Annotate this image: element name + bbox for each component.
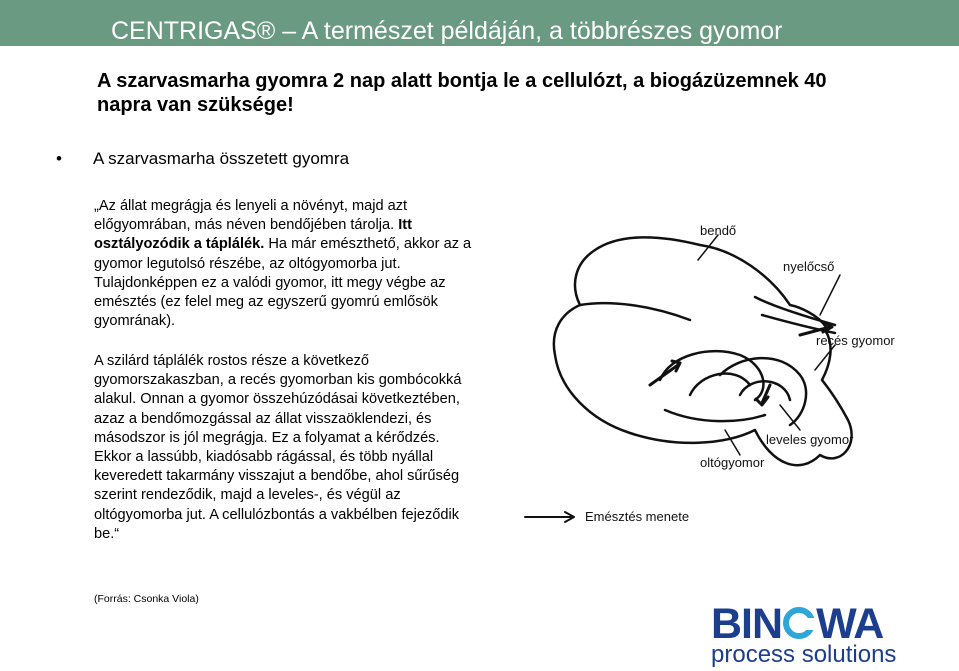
paragraph-1-bold: Itt osztályozódik a táplálék.: [94, 217, 413, 253]
headline: A szarvasmarha gyomra 2 nap alatt bontja le a cellulózt, a biogázüzemnek 40 napra van szüksége!: [97, 70, 827, 116]
label-oltogyomor: oltógyomor: [700, 455, 765, 470]
label-nyelocso: nyelőcső: [783, 259, 835, 274]
source-note: (Forrás: Csonka Viola): [94, 593, 199, 605]
label-leveles-gyomor: leveles gyomor: [766, 432, 854, 447]
logo-text-left: BIN: [711, 600, 783, 648]
bullet-icon: •: [56, 149, 62, 168]
logo-tagline: process solutions: [711, 641, 897, 668]
stomach-diagram: [500, 205, 920, 545]
label-emesztes-menete: Emésztés menete: [585, 509, 690, 524]
title-bar: [0, 0, 959, 46]
logo-o-icon: [783, 607, 815, 639]
paragraph-1: [94, 197, 474, 331]
paragraph-1-part1: „Az állat megrágja és lenyeli a növényt, majd azt előgyomrában, más néven bendőjében tárolja.: [94, 198, 408, 234]
label-bendo: bendő: [700, 223, 737, 238]
bullet-text: A szarvasmarha összetett gyomra: [93, 149, 350, 168]
slide-title: CENTRIGAS® – A természet példáján, a többrészes gyomor: [111, 17, 783, 45]
stomach-drawing: [500, 205, 920, 545]
binowa-logo: [711, 601, 941, 669]
label-reces-gyomor: recés gyomor: [816, 333, 895, 348]
paragraph-1-part2: Ha már emészthető, akkor az a gyomor legutolsó részébe, az oltógyomorba jut. Tulajdonképpen ez a valódi gyomor, itt megy végbe az emésztés (ez felel meg az egyszerű gyomrú emlősök gyomrának).: [94, 236, 472, 330]
logo-text-right: WA: [816, 600, 884, 648]
paragraph-2: A szilárd táplálék rostos része a következő gyomorszakaszban, a recés gyomorban kis gombócokká alakul. Onnan a gyomor összehúzódásai következtében, azaz a bendőmozgással az állat visszaöklendezi, és másodszor is jól megrágja. Ez a folyamat a kérődzés. Ekkor a lassúbb, kiadósabb rágással, és több nyállal keveredett takarmány visszajut a bendőbe, ahol sűrűség szerint rendeződik, majd a leveles-, és végül az oltógyomorba jut. A cellulózbontás a vakbélben fejeződik be.“: [94, 353, 462, 542]
